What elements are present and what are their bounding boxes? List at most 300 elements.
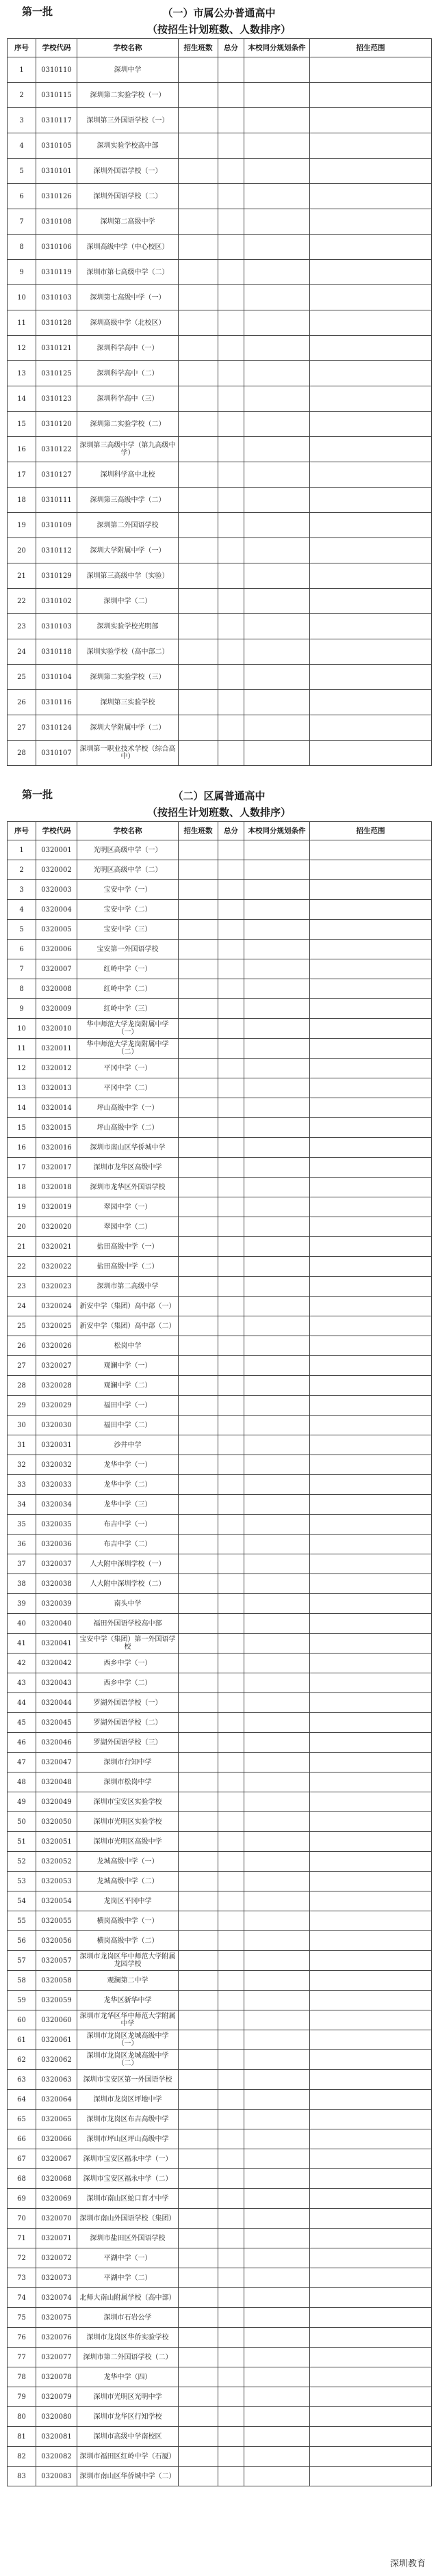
col-class-count [179, 2110, 218, 2129]
col-total-score [218, 1039, 244, 1059]
col-total-score [218, 386, 244, 412]
col-enrollment-scope [310, 2110, 432, 2129]
col-enrollment-scope [310, 614, 432, 639]
col-index: 76 [8, 2328, 36, 2348]
table-row [8, 1277, 432, 1297]
col-total-score [218, 2189, 244, 2209]
col-enrollment-scope [310, 57, 432, 83]
col-tie-break [244, 108, 310, 133]
col-index: 69 [8, 2189, 36, 2209]
col-index: 64 [8, 2090, 36, 2110]
col-enrollment-scope [310, 235, 432, 260]
col-enrollment-scope [310, 1059, 432, 1078]
admission-table-district [7, 821, 432, 2486]
col-class-count [179, 2169, 218, 2189]
col-enrollment-scope [310, 2308, 432, 2328]
col-class-count [179, 940, 218, 959]
col-tie-break [244, 1356, 310, 1376]
col-tie-break [244, 437, 310, 462]
col-class-count [179, 1812, 218, 1832]
col-tie-break [244, 2050, 310, 2070]
col-tie-break [244, 1197, 310, 1217]
table-row [8, 1614, 432, 1634]
col-total-score [218, 1158, 244, 1178]
col-class-count [179, 2189, 218, 2209]
table-row [8, 2407, 432, 2427]
col-school-name: 深圳市龙岗区龙城高级中学（二） [77, 2050, 179, 2070]
col-class-count [179, 260, 218, 285]
col-tie-break [244, 488, 310, 513]
col-index: 58 [8, 1971, 36, 1991]
col-school-name: 深圳市龙岗区龙城高级中学（一） [77, 2030, 179, 2050]
col-class-count [179, 133, 218, 159]
col-school-code: 0320049 [36, 1792, 77, 1812]
col-tie-break [244, 1118, 310, 1138]
table-row [8, 2288, 432, 2308]
col-enrollment-scope [310, 1852, 432, 1872]
table-row [8, 1197, 432, 1217]
col-class-count [179, 1654, 218, 1673]
col-enrollment-scope [310, 2229, 432, 2248]
col-school-name: 深圳市南山外国语学校（集团） [77, 2209, 179, 2229]
col-enrollment-scope [310, 1654, 432, 1673]
col-class-count [179, 361, 218, 386]
col-enrollment-scope [310, 1158, 432, 1178]
col-enrollment-scope [310, 336, 432, 361]
col-school-name: 沙井中学 [77, 1435, 179, 1455]
table-row [8, 1634, 432, 1654]
col-enrollment-scope [310, 563, 432, 589]
col-enrollment-scope [310, 1356, 432, 1376]
col-class-count [179, 1118, 218, 1138]
col-school-code: 0320022 [36, 1257, 77, 1277]
col-total-score [218, 589, 244, 614]
col-school-code: 0320074 [36, 2288, 77, 2308]
col-tie-break [244, 57, 310, 83]
col-school-code: 0320057 [36, 1951, 77, 1971]
col-school-name: 翠园中学（一） [77, 1197, 179, 1217]
col-tie-break [244, 1475, 310, 1495]
col-enrollment-scope [310, 462, 432, 488]
col-tie-break [244, 1237, 310, 1257]
col-school-code: 0320054 [36, 1891, 77, 1911]
col-tie-break [244, 690, 310, 715]
col-tie-break [244, 2407, 310, 2427]
col-class-count [179, 1039, 218, 1059]
table-row [8, 1554, 432, 1574]
col-tie-break [244, 1654, 310, 1673]
col-class-count [179, 1673, 218, 1693]
col-tie-break [244, 1158, 310, 1178]
col-index: 2 [8, 860, 36, 880]
col-index: 13 [8, 1078, 36, 1098]
col-index: 67 [8, 2149, 36, 2169]
col-enrollment-scope [310, 2090, 432, 2110]
col-index: 72 [8, 2248, 36, 2268]
col-enrollment-scope [310, 285, 432, 310]
col-school-code: 0320060 [36, 2010, 77, 2030]
col-index: 39 [8, 1594, 36, 1614]
col-school-name: 深圳科学高中北校 [77, 462, 179, 488]
col-school-code: 0320020 [36, 1217, 77, 1237]
col-enrollment-scope [310, 741, 432, 766]
col-index: 3 [8, 108, 36, 133]
col-class-count [179, 2030, 218, 2050]
col-class-count [179, 57, 218, 83]
col-index: 5 [8, 920, 36, 940]
table-row [8, 959, 432, 979]
col-enrollment-scope [310, 2149, 432, 2169]
col-total-score [218, 2467, 244, 2486]
col-total-score [218, 1336, 244, 1356]
col-tie-break [244, 1297, 310, 1316]
col-index: 25 [8, 665, 36, 690]
col-class-count [179, 589, 218, 614]
col-index: 79 [8, 2387, 36, 2407]
col-index: 47 [8, 1753, 36, 1772]
col-school-code: 0320070 [36, 2209, 77, 2229]
col-school-code: 0320069 [36, 2189, 77, 2209]
col-total-score [218, 741, 244, 766]
col-total-score [218, 1376, 244, 1396]
col-school-name: 坪山高级中学（二） [77, 1118, 179, 1138]
table-row [8, 412, 432, 437]
col-index: 23 [8, 614, 36, 639]
col-enrollment-scope [310, 900, 432, 920]
col-school-name: 光明区高级中学（一） [77, 840, 179, 860]
col-tie-break [244, 1991, 310, 2010]
col-tie-break [244, 1178, 310, 1197]
col-tie-break [244, 2149, 310, 2169]
col-total-score [218, 513, 244, 538]
col-total-score [218, 2090, 244, 2110]
col-school-name: 坪山高级中学（一） [77, 1098, 179, 1118]
col-class-count [179, 1495, 218, 1515]
col-tie-break [244, 2348, 310, 2367]
col-total-score [218, 614, 244, 639]
col-index: 81 [8, 2427, 36, 2447]
col-total-score [218, 1634, 244, 1654]
col-class-count [179, 386, 218, 412]
col-school-name: 深圳大学附属中学（二） [77, 715, 179, 741]
table-row [8, 741, 432, 766]
col-school-code: 0320009 [36, 999, 77, 1019]
col-total-score [218, 1475, 244, 1495]
col-tie-break [244, 2010, 310, 2030]
col-school-code: 0320045 [36, 1713, 77, 1733]
col-tie-break [244, 1396, 310, 1416]
col-school-name: 平冈中学（一） [77, 1059, 179, 1078]
col-enrollment-scope [310, 1039, 432, 1059]
col-tie-break [244, 310, 310, 336]
col-total-score [218, 1178, 244, 1197]
table-row [8, 2189, 432, 2209]
col-class-count [179, 2328, 218, 2348]
table-row [8, 1951, 432, 1971]
col-index: 74 [8, 2288, 36, 2308]
col-class-count [179, 1435, 218, 1455]
col-total-score [218, 437, 244, 462]
col-tie-break [244, 1078, 310, 1098]
col-class-count [179, 1971, 218, 1991]
col-class-count [179, 1832, 218, 1852]
col-total-score [218, 1891, 244, 1911]
col-school-name: 福田外国语学校高中部 [77, 1614, 179, 1634]
col-tie-break [244, 1594, 310, 1614]
col-school-code: 0310116 [36, 690, 77, 715]
section-title: （一）市属公办普通高中 [162, 7, 276, 19]
table-row [8, 1396, 432, 1416]
col-school-name: 翠园中学（二） [77, 1217, 179, 1237]
col-class-count [179, 2447, 218, 2467]
col-index: 26 [8, 690, 36, 715]
col-school-name: 宝安中学（二） [77, 900, 179, 920]
col-school-name: 深圳市行知中学 [77, 1753, 179, 1772]
col-school-code: 0320003 [36, 880, 77, 900]
col-index: 75 [8, 2308, 36, 2328]
col-school-name: 深圳市光明区实验学校 [77, 1812, 179, 1832]
col-tie-break [244, 741, 310, 766]
col-total-score [218, 959, 244, 979]
table-body [8, 57, 432, 766]
col-total-score [218, 538, 244, 563]
col-school-code: 0320081 [36, 2427, 77, 2447]
col-tie-break [244, 2090, 310, 2110]
col-index: 59 [8, 1991, 36, 2010]
col-index: 12 [8, 1059, 36, 1078]
col-total-score [218, 310, 244, 336]
col-tie-break [244, 940, 310, 959]
col-school-code: 0320046 [36, 1733, 77, 1753]
col-class-count [179, 1931, 218, 1951]
table-row [8, 2467, 432, 2486]
col-school-name: 观澜中学（一） [77, 1356, 179, 1376]
col-school-name: 布吉中学（二） [77, 1535, 179, 1554]
table-row [8, 1832, 432, 1852]
col-enrollment-scope [310, 1416, 432, 1435]
col-school-name: 深圳市龙岗区布吉高级中学 [77, 2110, 179, 2129]
col-school-name: 光明区高级中学（二） [77, 860, 179, 880]
col-total-score [218, 2110, 244, 2129]
col-enrollment-scope [310, 1455, 432, 1475]
col-school-code-header: 学校代码 [36, 39, 77, 57]
table-row [8, 900, 432, 920]
table-row [8, 361, 432, 386]
col-class-count [179, 665, 218, 690]
col-enrollment-scope [310, 2467, 432, 2486]
col-school-code: 0310111 [36, 488, 77, 513]
table-row [8, 1237, 432, 1257]
col-total-score [218, 133, 244, 159]
col-index: 22 [8, 589, 36, 614]
col-total-score [218, 1316, 244, 1336]
col-school-code-header: 学校代码 [36, 822, 77, 840]
col-school-name: 新安中学（集团）高中部（二） [77, 1316, 179, 1336]
table-row [8, 1336, 432, 1356]
col-total-score [218, 2248, 244, 2268]
col-enrollment-scope [310, 1336, 432, 1356]
col-enrollment-scope [310, 1138, 432, 1158]
col-tie-break [244, 920, 310, 940]
col-class-count [179, 2010, 218, 2030]
col-school-code: 0320011 [36, 1039, 77, 1059]
col-index: 55 [8, 1911, 36, 1931]
col-school-name: 深圳市高级中学南校区 [77, 2427, 179, 2447]
col-school-name: 深圳市福田区红岭中学（石厦） [77, 2447, 179, 2467]
col-school-code: 0320034 [36, 1495, 77, 1515]
table-row [8, 1257, 432, 1277]
col-school-name: 龙华中学（一） [77, 1455, 179, 1475]
table-row [8, 1376, 432, 1396]
table-row [8, 2149, 432, 2169]
col-school-code: 0320004 [36, 900, 77, 920]
col-school-code: 0310124 [36, 715, 77, 741]
col-school-code: 0320029 [36, 1396, 77, 1416]
col-school-name: 深圳市宝安区福永中学（一） [77, 2149, 179, 2169]
col-index: 20 [8, 1217, 36, 1237]
col-class-count [179, 639, 218, 665]
col-total-score [218, 1931, 244, 1951]
col-school-code: 0320016 [36, 1138, 77, 1158]
col-school-code: 0320035 [36, 1515, 77, 1535]
col-class-count [179, 1138, 218, 1158]
col-school-name: 观澜第二中学 [77, 1971, 179, 1991]
col-index: 77 [8, 2348, 36, 2367]
col-school-code: 0310121 [36, 336, 77, 361]
col-enrollment-scope [310, 920, 432, 940]
col-index: 54 [8, 1891, 36, 1911]
col-index: 19 [8, 1197, 36, 1217]
col-school-name: 松岗中学 [77, 1336, 179, 1356]
col-class-count [179, 1911, 218, 1931]
table-row [8, 336, 432, 361]
col-class-count [179, 1019, 218, 1039]
table-row [8, 2328, 432, 2348]
col-school-code: 0320077 [36, 2348, 77, 2367]
col-school-name: 龙城高级中学（一） [77, 1852, 179, 1872]
col-total-score-header: 总分 [218, 822, 244, 840]
col-school-name: 深圳市坪山区坪山高级中学 [77, 2129, 179, 2149]
table-row [8, 1515, 432, 1535]
table-row [8, 2268, 432, 2288]
col-school-code: 0320014 [36, 1098, 77, 1118]
col-class-count [179, 462, 218, 488]
col-school-name: 深圳市光明区高级中学 [77, 1832, 179, 1852]
col-index: 71 [8, 2229, 36, 2248]
table-row [8, 920, 432, 940]
col-class-count [179, 979, 218, 999]
col-school-name: 龙华中学（三） [77, 1495, 179, 1515]
col-index: 20 [8, 538, 36, 563]
col-class-count [179, 1475, 218, 1495]
col-index: 35 [8, 1515, 36, 1535]
col-school-code: 0320078 [36, 2367, 77, 2387]
col-index: 46 [8, 1733, 36, 1753]
col-enrollment-scope [310, 488, 432, 513]
col-tie-break [244, 715, 310, 741]
col-enrollment-scope [310, 999, 432, 1019]
col-school-name: 深圳市光明区光明中学 [77, 2387, 179, 2407]
col-tie-break [244, 1336, 310, 1356]
col-total-score [218, 1832, 244, 1852]
col-total-score [218, 1495, 244, 1515]
col-school-name: 深圳高级中学（中心校区） [77, 235, 179, 260]
col-total-score [218, 1594, 244, 1614]
col-enrollment-scope [310, 1614, 432, 1634]
table-row [8, 1297, 432, 1316]
col-enrollment-scope [310, 1594, 432, 1614]
col-index: 51 [8, 1832, 36, 1852]
col-school-code: 0320033 [36, 1475, 77, 1495]
col-class-count [179, 1872, 218, 1891]
col-school-name: 布吉中学（一） [77, 1515, 179, 1535]
col-enrollment-scope [310, 1891, 432, 1911]
col-school-name: 深圳实验学校光明部 [77, 614, 179, 639]
col-enrollment-scope [310, 840, 432, 860]
col-class-count [179, 1574, 218, 1594]
col-total-score [218, 2387, 244, 2407]
col-school-name-header: 学校名称 [77, 822, 179, 840]
table-row [8, 1098, 432, 1118]
col-school-code: 0320010 [36, 1019, 77, 1039]
col-total-score [218, 840, 244, 860]
col-class-count [179, 1396, 218, 1416]
col-class-count [179, 2348, 218, 2367]
col-enrollment-scope [310, 2070, 432, 2090]
col-index: 7 [8, 959, 36, 979]
col-tie-break-header: 本校同分规划条件 [244, 39, 310, 57]
table-row [8, 1217, 432, 1237]
col-class-count [179, 715, 218, 741]
col-school-name: 福田中学（一） [77, 1396, 179, 1416]
col-class-count [179, 1356, 218, 1376]
col-index: 60 [8, 2010, 36, 2030]
section-title: （二）区属普通高中 [172, 790, 266, 802]
col-school-code: 0320080 [36, 2407, 77, 2427]
col-enrollment-scope [310, 513, 432, 538]
col-school-code: 0320017 [36, 1158, 77, 1178]
col-index: 5 [8, 159, 36, 184]
col-school-code: 0320015 [36, 1118, 77, 1138]
col-tie-break [244, 1515, 310, 1535]
col-enrollment-scope [310, 538, 432, 563]
col-class-count [179, 920, 218, 940]
col-class-count [179, 1733, 218, 1753]
col-school-code: 0310108 [36, 209, 77, 235]
table-row [8, 1654, 432, 1673]
col-tie-break [244, 538, 310, 563]
col-school-code: 0320073 [36, 2268, 77, 2288]
col-tie-break [244, 999, 310, 1019]
col-school-code: 0310125 [36, 361, 77, 386]
col-tie-break [244, 2189, 310, 2209]
col-tie-break [244, 1753, 310, 1772]
col-class-count [179, 1515, 218, 1535]
col-class-count [179, 2268, 218, 2288]
col-class-count [179, 1713, 218, 1733]
col-tie-break [244, 665, 310, 690]
col-class-count [179, 1197, 218, 1217]
col-class-count [179, 959, 218, 979]
col-class-count [179, 2288, 218, 2308]
table-row [8, 285, 432, 310]
table-row [8, 2030, 432, 2050]
col-school-name: 北师大南山附属学校（高中部） [77, 2288, 179, 2308]
table-row [8, 715, 432, 741]
col-class-count [179, 2070, 218, 2090]
col-class-count [179, 2129, 218, 2149]
table-row [8, 2169, 432, 2189]
